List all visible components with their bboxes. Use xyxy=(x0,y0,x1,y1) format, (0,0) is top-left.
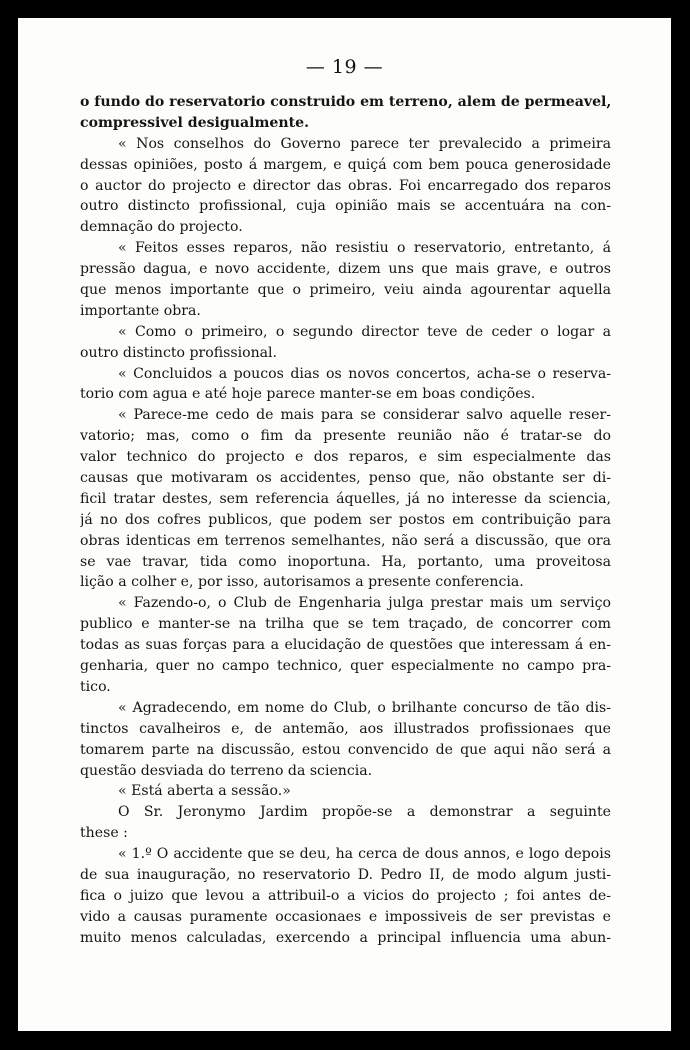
text-line: « Nos conselhos do Governo parece ter prevalecido a primeira xyxy=(118,135,611,152)
text-line: obras identicas em terrenos semelhantes, não será a discussão, que ora xyxy=(80,532,611,549)
text-line: que menos importante que o primeiro, veiu ainda agourentar aquella xyxy=(80,282,611,299)
paragraph xyxy=(80,802,611,844)
paragraph xyxy=(80,238,611,322)
paragraph xyxy=(80,844,611,948)
text-line: « Feitos esses reparos, não resistiu o reservatorio, entretanto, á xyxy=(118,240,611,257)
paragraph xyxy=(80,134,611,238)
paragraph xyxy=(80,405,611,593)
paragraph xyxy=(80,322,611,364)
text-line: « Agradecendo, em nome do Club, o brilhante concurso de tão dis- xyxy=(118,699,611,716)
text-line: importante obra. xyxy=(80,302,201,319)
text-line: vatorio; mas, como o fim da presente reunião não é tratar-se do xyxy=(80,428,611,445)
text-line: causas que motivaram os accidentes, penso que, não obstante ser di- xyxy=(80,470,611,487)
text-line: fica o juizo que levou a attribuil-o a vicios do projecto ; foi antes de- xyxy=(80,887,611,904)
text-line: se vae travar, tida como inoportuna. Ha, portanto, uma proveitosa xyxy=(80,553,611,570)
text-line: « Como o primeiro, o segundo director teve de ceder o logar a xyxy=(118,323,611,340)
text-line: « Está aberta a sessão.» xyxy=(118,783,291,800)
paragraph xyxy=(80,593,611,697)
text-line: « Fazendo-o, o Club de Engenharia julga prestar mais um serviço xyxy=(118,595,611,612)
body-text xyxy=(80,92,611,949)
text-line: « Parece-me cedo de mais para se considerar salvo aquelle reser- xyxy=(118,407,611,424)
text-line: « Concluidos a poucos dias os novos concertos, acha-se o reserva- xyxy=(118,365,611,382)
text-line: « 1.º O accidente que se deu, ha cerca de dous annos, e logo depois xyxy=(118,846,611,863)
text-line: tomarem parte na discussão, estou convencido de que aqui não será a xyxy=(80,741,611,758)
paragraph xyxy=(80,698,611,782)
text-line: dessas opiniões, posto á margem, e quiçá com bem pouca generosidade xyxy=(80,156,611,173)
text-line: ficil tratar destes, sem referencia áquelles, já no interesse da sciencia, xyxy=(80,490,611,507)
text-line: o fundo do reservatorio construido em terreno, alem de permeavel, xyxy=(80,94,611,110)
text-line: genharia, quer no campo technico, quer especialmente no campo pra- xyxy=(80,658,611,675)
text-line: O Sr. Jeronymo Jardim propõe-se a demonstrar a seguinte xyxy=(118,804,611,821)
page-number: — 19 — xyxy=(305,56,384,78)
text-line: vido a causas puramente occasionaes e impossiveis de ser previstas e xyxy=(80,908,611,925)
text-line: muito menos calculadas, exercendo a principal influencia uma abun- xyxy=(80,929,611,946)
paragraph xyxy=(80,781,611,802)
paragraph xyxy=(80,92,611,134)
text-line: these : xyxy=(80,825,128,842)
text-line: lição a colher e, por isso, autorisamos a presente conferencia. xyxy=(80,574,524,591)
text-line: publico e manter-se na trilha que se tem traçado, de concorrer com xyxy=(80,616,611,633)
text-line: já no dos cofres publicos, que podem ser postos em contribuição para xyxy=(80,511,611,528)
text-line: outro distincto profissional, cuja opinião mais se accentuára na con- xyxy=(80,198,611,215)
text-line: questão desviada do terreno da sciencia. xyxy=(80,762,373,779)
document-page xyxy=(18,18,671,1031)
text-line: o auctor do projecto e director das obras. Foi encarregado dos reparos xyxy=(80,177,611,194)
text-line: torio com agua e até hoje parece manter-se em boas condições. xyxy=(80,386,536,403)
text-line: tinctos cavalheiros e, de antemão, aos illustrados profissionaes que xyxy=(80,720,611,737)
text-line: valor technico do projecto e dos reparos, e sim especialmente das xyxy=(80,449,611,466)
text-line: compressivel desigualmente. xyxy=(80,114,309,131)
text-line: outro distincto profissional. xyxy=(80,344,278,361)
text-line: de sua inauguração, no reservatorio D. Pedro II, de modo algum justi- xyxy=(80,866,611,883)
text-line: todas as suas forças para a elucidação de questões que interessam á en- xyxy=(80,637,611,654)
text-line: tico. xyxy=(80,678,111,695)
paragraph xyxy=(80,364,611,406)
text-line: demnação do projecto. xyxy=(80,219,243,236)
text-line: pressão dagua, e novo accidente, dizem uns que mais grave, e outros xyxy=(80,261,611,278)
